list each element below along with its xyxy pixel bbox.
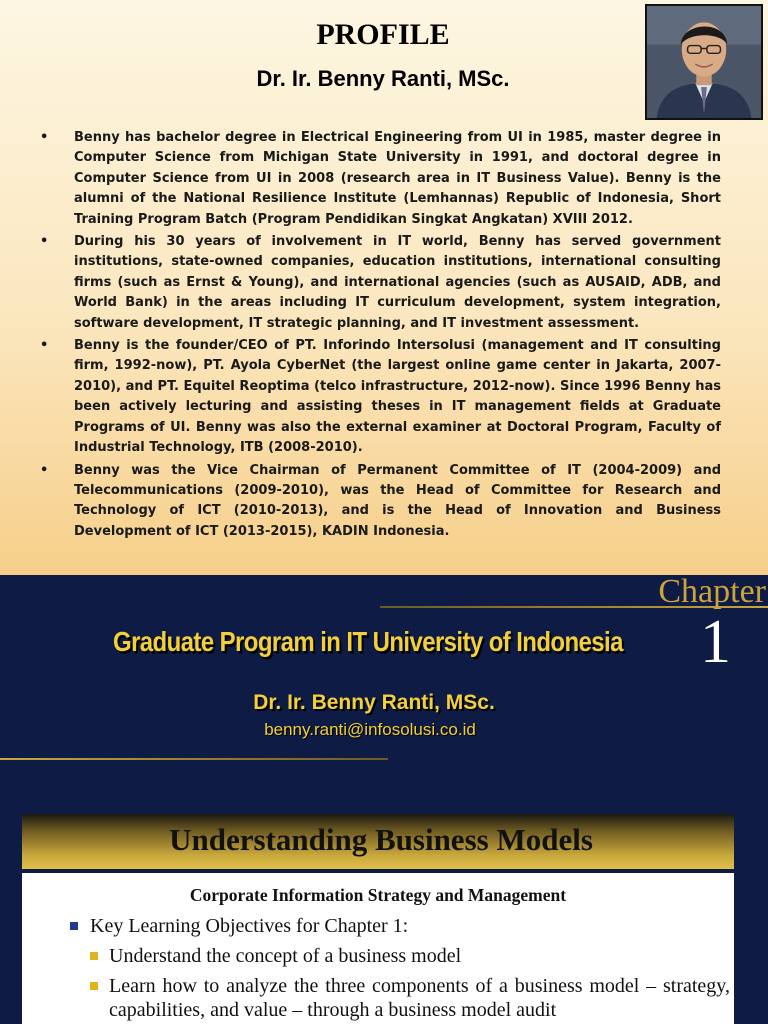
list-item: Learn how to analyze the three components of a business model – strategy, capabilities, and value – through a business model audit bbox=[70, 974, 730, 1022]
objectives-list bbox=[70, 914, 730, 1024]
square-bullet-icon bbox=[70, 922, 78, 930]
profile-name: Dr. Ir. Benny Ranti, MSc. bbox=[256, 66, 510, 91]
square-bullet-icon bbox=[90, 982, 98, 990]
chapter-number: 1 bbox=[700, 608, 731, 676]
chapter-author: Dr. Ir. Benny Ranti, MSc. bbox=[253, 691, 495, 714]
chapter-slide bbox=[0, 575, 768, 788]
program-title: Graduate Program in IT University of Indonesia bbox=[113, 627, 623, 659]
profile-bullet: • Benny was the Vice Chairman of Permanent Committee of IT (2004-2009) and Telecommunications (2009-2010), was the Head of Committee for Research and Technology of ICT (2010-2013), and is the Head of Innovation and Business Development of ICT (2013-2015), KADIN Indonesia. bbox=[40, 462, 721, 539]
portrait-image bbox=[647, 6, 761, 118]
divider-line-bottom bbox=[0, 758, 388, 760]
chapter-label: Chapter bbox=[658, 575, 766, 610]
chapter-email: benny.ranti@infosolusi.co.id bbox=[264, 720, 476, 739]
square-bullet-icon bbox=[90, 952, 98, 960]
profile-bullet: • Benny has bachelor degree in Electrical Engineering from UI in 1985, master degree in Computer Science from Michigan State University in 1991, and doctoral degree in Computer Science from UI in 2008 (research area in IT Business Value). Benny is the alumni of the National Resilience Institute (Lemhannas) Republic of Indonesia, Short Training Program Batch (Program Pendidikan Singkat Angkatan) XVIII 2012. bbox=[40, 130, 721, 227]
content-panel bbox=[22, 873, 734, 1024]
bullet-dot-icon: • bbox=[40, 234, 49, 250]
list-item: Understand the concept of a business model bbox=[70, 944, 730, 968]
profile-bullet-list bbox=[40, 128, 721, 544]
slide-subtitle: Corporate Information Strategy and Management bbox=[189, 885, 567, 905]
profile-bullet: • During his 30 years of involvement in IT world, Benny has served government institutions, state-owned companies, education institutions, international consulting firms (such as Ernst & Young), and international agencies (such as AUSAID, ADB, and World Bank) in the areas including IT curriculum development, system integration, software development, IT strategic planning, and IT investment assessment. bbox=[40, 234, 721, 331]
list-item: Key Learning Objectives for Chapter 1: bbox=[70, 914, 730, 938]
slide-title: Understanding Business Models bbox=[169, 822, 593, 857]
bullet-dot-icon: • bbox=[40, 462, 49, 478]
profile-bullet: • Benny is the founder/CEO of PT. Inforindo Intersolusi (management and IT consulting firm, 1992-now), PT. Ayola CyberNet (the largest online game center in Jakarta, 2007-2010), and PT. Equitel Reoptima (telco infrastructure, 2012-now). Since 1996 Benny has been actively lecturing and assisting theses in IT management fields at Graduate Programs of UI. Benny was also the external examiner at Doctoral Program, Faculty of Industrial Technology, ITB (2008-2010). bbox=[40, 338, 721, 456]
bullet-dot-icon: • bbox=[40, 338, 49, 354]
profile-photo bbox=[645, 4, 763, 120]
profile-title: PROFILE bbox=[316, 18, 450, 51]
business-models-slide bbox=[0, 788, 768, 1024]
bullet-dot-icon: • bbox=[40, 130, 49, 145]
